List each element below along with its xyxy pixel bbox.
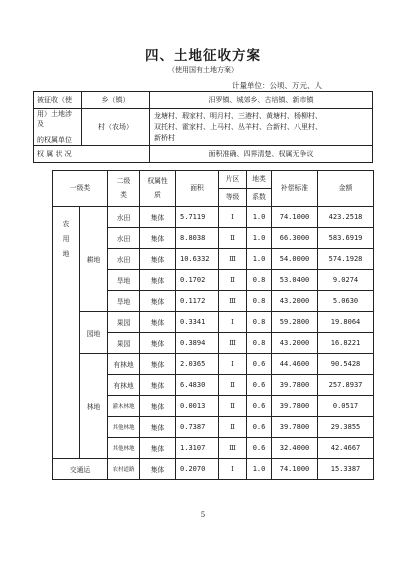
village-list xyxy=(150,109,373,146)
cell-amount: 19.8064 xyxy=(318,312,374,333)
cell-coef: 0.6 xyxy=(247,375,272,396)
cell-zone: Ⅲ xyxy=(219,333,247,354)
cell-zone: Ⅱ xyxy=(219,228,247,249)
cell-amount: 9.0274 xyxy=(318,270,374,291)
cell-coef: 0.8 xyxy=(247,270,272,291)
cell-subtype: 果园 xyxy=(108,333,140,354)
cell-coef: 0.6 xyxy=(247,396,272,417)
cell-amount: 5.0630 xyxy=(318,291,374,312)
cell-zone: Ⅰ xyxy=(219,207,247,228)
cell-amount: 16.8221 xyxy=(318,333,374,354)
table-row xyxy=(53,459,374,480)
cell-area: 8.8038 xyxy=(176,228,219,249)
cell-owner: 集体 xyxy=(140,396,176,417)
cell-coef: 0.8 xyxy=(247,312,272,333)
ownership-info-table xyxy=(33,91,373,163)
cell-coef: 0.6 xyxy=(247,438,272,459)
cell-subtype: 水田 xyxy=(108,228,140,249)
group-cultivated: 耕地 xyxy=(80,207,108,312)
cell-standard: 53.0400 xyxy=(272,270,318,291)
info-sublabel: 村（农场） xyxy=(82,109,150,146)
cell-standard: 54.0000 xyxy=(272,249,318,270)
info-row-township xyxy=(34,92,373,109)
header-text: 类 xyxy=(120,191,127,199)
cell-subtype: 其他林地 xyxy=(108,438,140,459)
cell-standard: 43.2000 xyxy=(272,291,318,312)
cell-area: 0.2070 xyxy=(176,459,219,480)
cell-amount: 15.3387 xyxy=(318,459,374,480)
cell-coef: 0.8 xyxy=(247,291,272,312)
cell-amount: 0.0517 xyxy=(318,396,374,417)
cell-area: 2.0365 xyxy=(176,354,219,375)
cell-subtype: 水田 xyxy=(108,207,140,228)
cell-subtype: 果园 xyxy=(108,312,140,333)
table-row xyxy=(53,354,374,375)
info-label: 权 属 状 况 xyxy=(34,146,150,163)
cell-subtype: 有林地 xyxy=(108,354,140,375)
info-value: 汨罗镇、城郊乡、古培镇、新市镇 xyxy=(150,92,373,109)
cell-area: 0.1702 xyxy=(176,270,219,291)
cell-amount: 423.2518 xyxy=(318,207,374,228)
cell-owner: 集体 xyxy=(140,375,176,396)
cell-subtype: 旱地 xyxy=(108,291,140,312)
header-text: 权属性 xyxy=(147,177,168,185)
page-subtitle: （使用国有土地方案） xyxy=(168,66,238,74)
header-text: 质 xyxy=(154,191,161,199)
cell-standard: 44.4600 xyxy=(272,354,318,375)
cell-owner: 集体 xyxy=(140,291,176,312)
cell-area: 10.6332 xyxy=(176,249,219,270)
cell-subtype: 有林地 xyxy=(108,375,140,396)
cell-zone: Ⅱ xyxy=(219,375,247,396)
cell-area: 0.7387 xyxy=(176,417,219,438)
cell-subtype: 灌木林地 xyxy=(108,396,140,417)
cell-coef: 0.8 xyxy=(247,333,272,354)
table-header-row xyxy=(53,171,374,189)
info-row-village xyxy=(34,109,373,146)
group-garden: 园地 xyxy=(80,312,108,354)
cell-zone: Ⅲ xyxy=(219,291,247,312)
cell-standard: 39.7800 xyxy=(272,417,318,438)
cell-amount: 90.5428 xyxy=(318,354,374,375)
cell-amount: 257.8937 xyxy=(318,375,374,396)
header-coef: 系数 xyxy=(247,189,272,207)
cell-subtype: 农村道路 xyxy=(108,459,140,480)
page-title: 四、土地征收方案 xyxy=(145,48,261,64)
header-text: 二级 xyxy=(116,177,131,185)
header-amount: 金额 xyxy=(318,171,374,207)
cell-amount: 29.3855 xyxy=(318,417,374,438)
cell-subtype: 旱地 xyxy=(108,270,140,291)
cell-owner: 集体 xyxy=(140,333,176,354)
cell-zone: Ⅱ xyxy=(219,270,247,291)
group-forest: 林地 xyxy=(80,354,108,459)
cell-owner: 集体 xyxy=(140,228,176,249)
cell-subtype: 水田 xyxy=(108,249,140,270)
info-label: 被征收（使 xyxy=(34,92,82,109)
info-label xyxy=(34,109,82,146)
cell-coef: 1.0 xyxy=(247,249,272,270)
cell-coef: 1.0 xyxy=(247,459,272,480)
info-sublabel: 乡（镇） xyxy=(82,92,150,109)
cell-amount: 42.4667 xyxy=(318,438,374,459)
cell-standard: 32.4000 xyxy=(272,438,318,459)
cell-zone: Ⅰ xyxy=(219,354,247,375)
village-line: 龙塘村、瑕家村、明月村、三港村、黄塘村、杨柳村、 xyxy=(154,111,322,120)
cell-owner: 集体 xyxy=(140,417,176,438)
cell-zone: Ⅱ xyxy=(219,396,247,417)
unit-note: 计量单位：公顷、万元、人 xyxy=(232,81,322,90)
cell-owner: 集体 xyxy=(140,459,176,480)
header-zone: 片区 xyxy=(219,171,247,189)
cell-amount: 574.1928 xyxy=(318,249,374,270)
page-number: 5 xyxy=(200,511,206,519)
info-row-status xyxy=(34,146,373,163)
cell-area: 0.0013 xyxy=(176,396,219,417)
cell-area: 0.3341 xyxy=(176,312,219,333)
cell-amount: 583.6919 xyxy=(318,228,374,249)
cell-coef: 1.0 xyxy=(247,228,272,249)
cell-zone: Ⅰ xyxy=(219,312,247,333)
cell-coef: 1.0 xyxy=(247,207,272,228)
header-coef: 地类 xyxy=(247,171,272,189)
cell-owner: 集体 xyxy=(140,270,176,291)
table-row xyxy=(53,312,374,333)
header-standard: 补偿标准 xyxy=(272,171,318,207)
cell-owner: 集体 xyxy=(140,354,176,375)
header-ownership xyxy=(140,171,176,207)
village-line: 新桥村 xyxy=(154,133,175,142)
cell-standard: 74.1000 xyxy=(272,459,318,480)
land-compensation-table xyxy=(52,170,374,480)
village-line: 双托村、霍家村、上马村、丛羊村、合新村、八里村、 xyxy=(154,122,322,131)
table-row xyxy=(53,207,374,228)
info-label-line: 的权属单位 xyxy=(37,136,72,144)
info-value: 面积准确、四界清楚、权属无争议 xyxy=(150,146,373,163)
cell-subtype: 其他林地 xyxy=(108,417,140,438)
cell-coef: 0.6 xyxy=(247,417,272,438)
cell-owner: 集体 xyxy=(140,207,176,228)
cell-zone: Ⅰ xyxy=(219,459,247,480)
cell-zone: Ⅱ xyxy=(219,417,247,438)
info-label-line: 用）土地涉及 xyxy=(37,110,72,128)
cell-owner: 集体 xyxy=(140,438,176,459)
group-farm xyxy=(53,207,80,459)
cell-zone: Ⅲ xyxy=(219,438,247,459)
header-zone: 等级 xyxy=(219,189,247,207)
cell-area: 1.3107 xyxy=(176,438,219,459)
cell-coef: 0.6 xyxy=(247,354,272,375)
cell-owner: 集体 xyxy=(140,312,176,333)
group-farm-label: 农 用 地 xyxy=(62,220,70,258)
cell-standard: 39.7800 xyxy=(272,396,318,417)
cell-standard: 43.2000 xyxy=(272,333,318,354)
cell-area: 5.7119 xyxy=(176,207,219,228)
header-area: 面积 xyxy=(176,171,219,207)
cell-zone: Ⅲ xyxy=(219,249,247,270)
cell-standard: 66.3000 xyxy=(272,228,318,249)
cell-owner: 集体 xyxy=(140,249,176,270)
cell-area: 0.3894 xyxy=(176,333,219,354)
cell-standard: 59.2800 xyxy=(272,312,318,333)
cell-standard: 39.7800 xyxy=(272,375,318,396)
cell-area: 0.1172 xyxy=(176,291,219,312)
group-transport: 交通运 xyxy=(53,459,108,480)
cell-area: 6.4830 xyxy=(176,375,219,396)
header-level1: 一级类 xyxy=(53,171,108,207)
cell-standard: 74.1000 xyxy=(272,207,318,228)
header-level2 xyxy=(108,171,140,207)
